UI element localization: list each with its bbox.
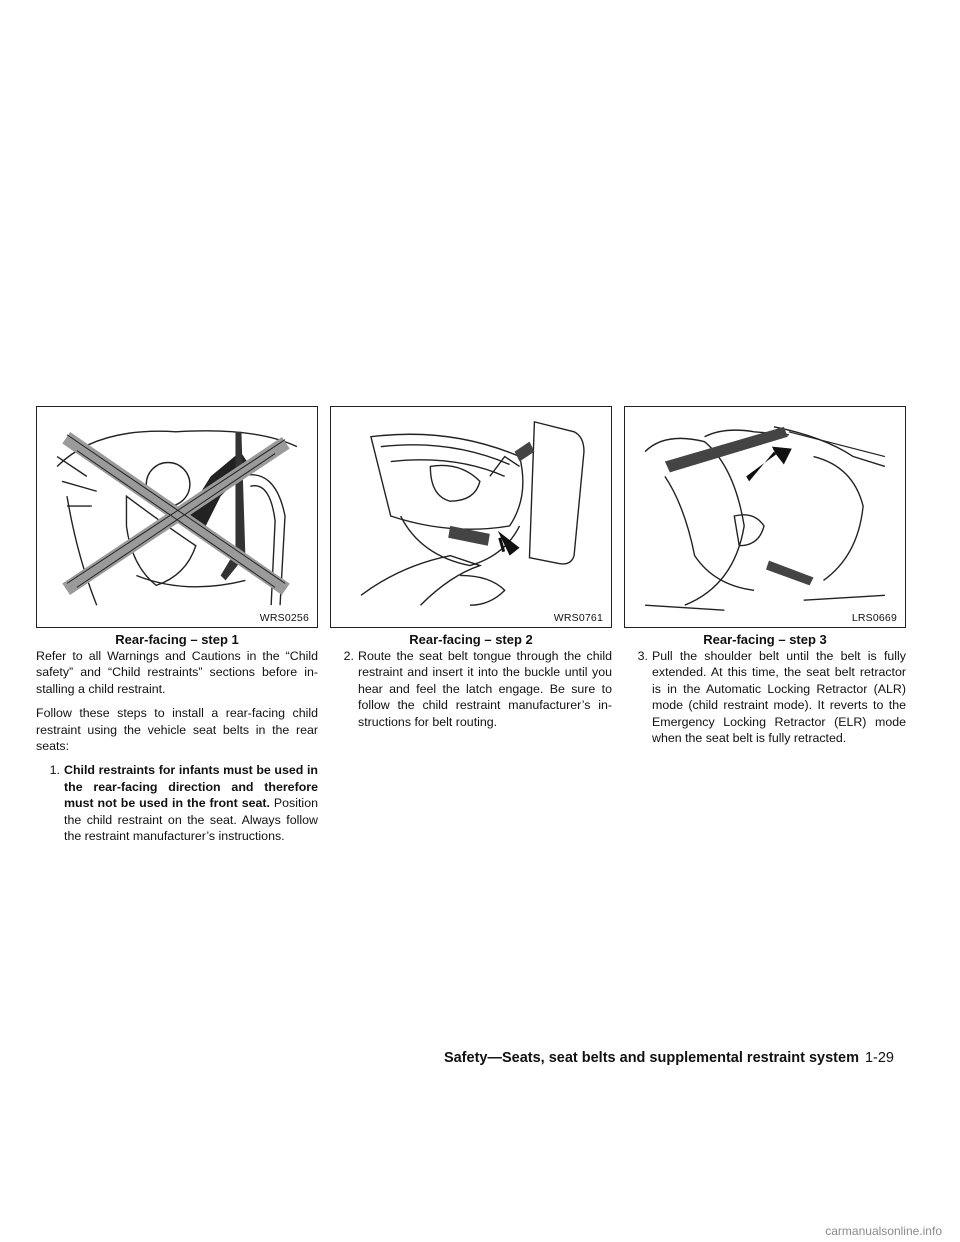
- illustration-pull-shoulder-belt: [625, 407, 905, 627]
- page-number: 1-29: [864, 1050, 894, 1066]
- step-text: Pull the shoulder belt until the belt is fully extended. At this time, the seat belt retractor is in the Automatic Locking Retractor (ALR) mode (child restraint mode). It reverts to the Emergency Locking Retractor (ELR) mode when the seat belt is fully retracted.: [652, 649, 906, 746]
- step-body: Position the child restraint on the seat. Always follow the restraint manufacturer’s instructions.: [64, 796, 318, 844]
- intro-paragraph: Refer to all Warnings and Cautions in the “Child safety” and “Child restraints” sections before in-stalling a child restraint.: [36, 649, 318, 696]
- watermark: carmanualsonline.info: [825, 1224, 942, 1238]
- figure-code: LRS0669: [851, 612, 897, 624]
- step-number: 1.: [49, 763, 60, 778]
- lead-paragraph: Follow these steps to install a rear-facing child restraint using the vehicle seat belts in the rear seats:: [36, 706, 318, 754]
- illustration-route-belt-into-buckle: [331, 407, 611, 627]
- step-number: 3.: [637, 649, 648, 663]
- section-title: Safety—Seats, seat belts and supplemental restraint system: [443, 1050, 859, 1066]
- figure-step1: [36, 406, 318, 628]
- page-footer: [444, 1050, 894, 1066]
- step-number: 2.: [343, 649, 354, 663]
- step-1: [36, 762, 318, 844]
- figure-caption: Rear-facing – step 2: [409, 632, 533, 647]
- step-2: [330, 648, 612, 730]
- step-warning: Child restraints for infants must be used in the rear-facing direction and therefore must not be used in the front seat.: [64, 763, 318, 811]
- figure-caption: Rear-facing – step 1: [115, 632, 239, 647]
- text-column-2: [330, 648, 612, 730]
- figure-step3: [624, 406, 906, 628]
- illustration-rear-facing-front-seat-prohibited: [37, 407, 317, 627]
- step-3: [624, 648, 906, 746]
- text-column-1: [36, 648, 318, 844]
- figure-caption: Rear-facing – step 3: [703, 632, 827, 647]
- figure-code: WRS0256: [259, 612, 309, 624]
- figure-code: WRS0761: [553, 612, 603, 624]
- step-text: [64, 762, 318, 844]
- figure-step2: [330, 406, 612, 628]
- step-text: Route the seat belt tongue through the child restraint and insert it into the buckle until you hear and feel the latch engage. Be sure to follow the child restraint manufacturer’s in-structions for belt routing.: [358, 649, 612, 729]
- text-column-3: [624, 648, 906, 746]
